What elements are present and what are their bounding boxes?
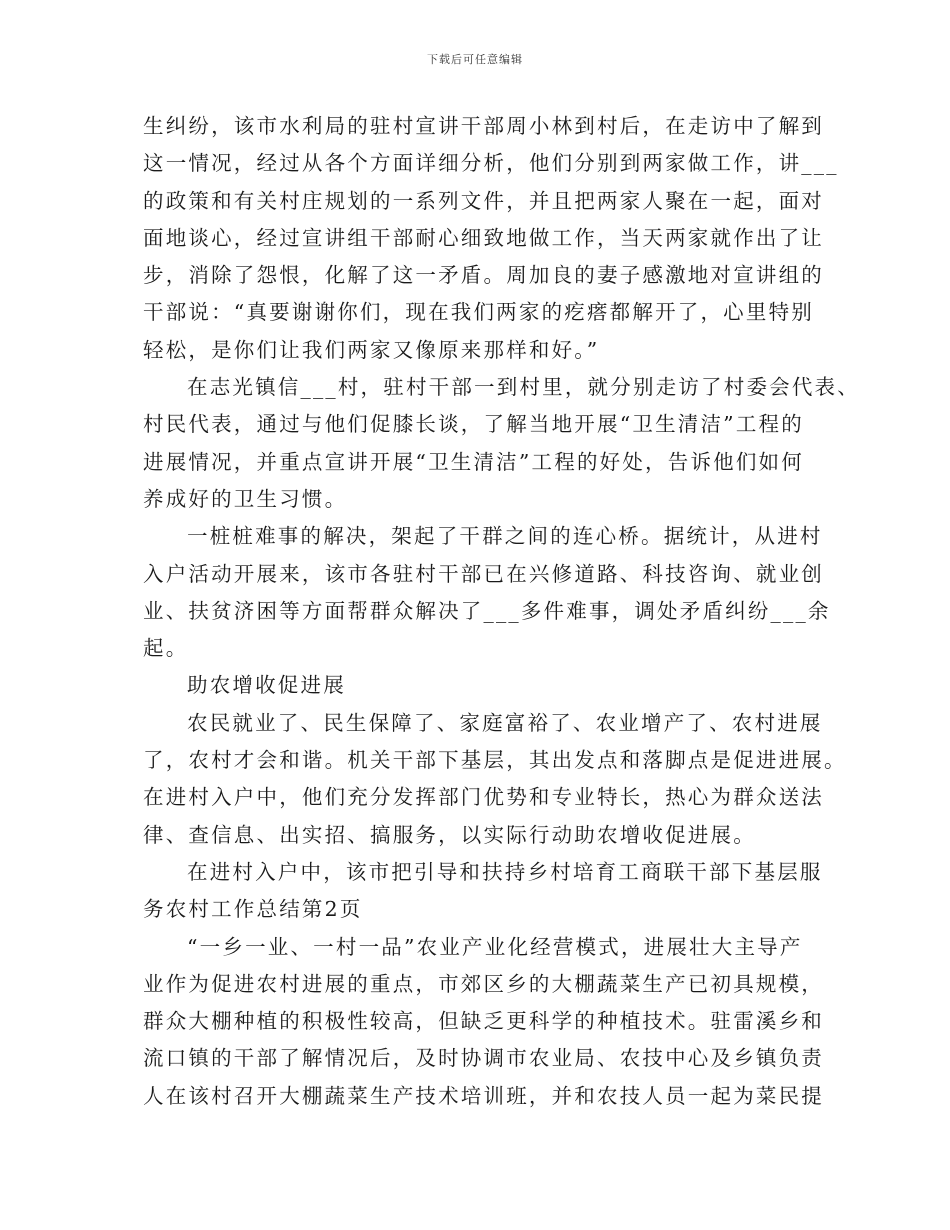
- text-line: 养成好的卫生习惯。: [143, 486, 348, 511]
- text-line: 生纠纷，该市水利局的驻村宣讲干部周小林到村后，在走访中了解到: [143, 114, 824, 138]
- paragraph-start-line: 在志光镇信___村，驻村干部一到村里，就分别走访了村委会代表、: [187, 375, 860, 400]
- paragraph-start-line: 农民就业了、民生保障了、家庭富裕了、农业增产了、农村进展: [187, 710, 823, 735]
- text-line: 步，消除了怨恨，化解了这一矛盾。周加良的妻子感激地对宣讲组的: [143, 263, 824, 288]
- text-line: 进展情况，并重点宣讲开展“卫生清洁”工程的好处，告诉他们如何: [143, 449, 804, 474]
- text-line: 入户活动开展来，该市各驻村干部已在兴修道路、科技咨询、就业创: [143, 561, 824, 586]
- text-line: 村民代表，通过与他们促膝长谈，了解当地开展“卫生清洁”工程的: [143, 412, 804, 437]
- paragraph-start-line: 在进村入户中，该市把引导和扶持乡村培育工商联干部下基层服: [187, 859, 823, 884]
- text-line: 面地谈心，经过宣讲组干部耐心细致地做工作，当天两家就作出了让: [143, 225, 824, 250]
- document-body: [143, 108, 860, 1115]
- text-line: 轻松，是你们让我们两家又像原来那样和好。”: [143, 337, 600, 362]
- section-heading: 助农增收促进展: [187, 673, 346, 698]
- text-line: 人在该村召开大棚蔬菜生产技术培训班，并和农技人员一起为菜民提: [143, 1083, 824, 1108]
- page-header: 下载后可任意编辑: [427, 53, 523, 66]
- text-line: 的政策和有关村庄规划的一系列文件，并且把两家人聚在一起，面对: [143, 188, 824, 213]
- text-line: 业作为促进农村进展的重点，市郊区乡的大棚蔬菜生产已初具规模，: [143, 971, 824, 996]
- text-line: 律、查信息、出实招、搞服务，以实际行动助农增收促进展。: [143, 822, 756, 847]
- text-line: 这一情况，经过从各个方面详细分析，他们分别到两家做工作，讲___: [143, 151, 839, 176]
- paragraph-start-line: 一桩桩难事的解决，架起了干群之间的连心桥。据统计，从进村: [187, 524, 823, 549]
- text-line: 群众大棚种植的积极性较高，但缺乏更科学的种植技术。驻雷溪乡和: [143, 1009, 824, 1034]
- paragraph-start-line: “一乡一业、一村一品”农业产业化经营模式，进展壮大主导产: [187, 934, 803, 959]
- text-line: 流口镇的干部了解情况后，及时协调市农业局、农技中心及乡镇负责: [143, 1046, 824, 1071]
- text-line: 干部说：“真要谢谢你们，现在我们两家的疙瘩都解开了，心里特别: [143, 300, 814, 325]
- text-line: 在进村入户中，他们充分发挥部门优势和专业特长，热心为群众送法: [143, 785, 824, 810]
- text-line: 了，农村才会和谐。机关干部下基层，其出发点和落脚点是促进进展。: [143, 748, 847, 773]
- text-line: 务农村工作总结第2页: [143, 897, 363, 922]
- text-line: 业、扶贫济困等方面帮群众解决了___多件难事，调处矛盾纠纷___余: [143, 598, 831, 623]
- text-line: 起。: [143, 636, 189, 661]
